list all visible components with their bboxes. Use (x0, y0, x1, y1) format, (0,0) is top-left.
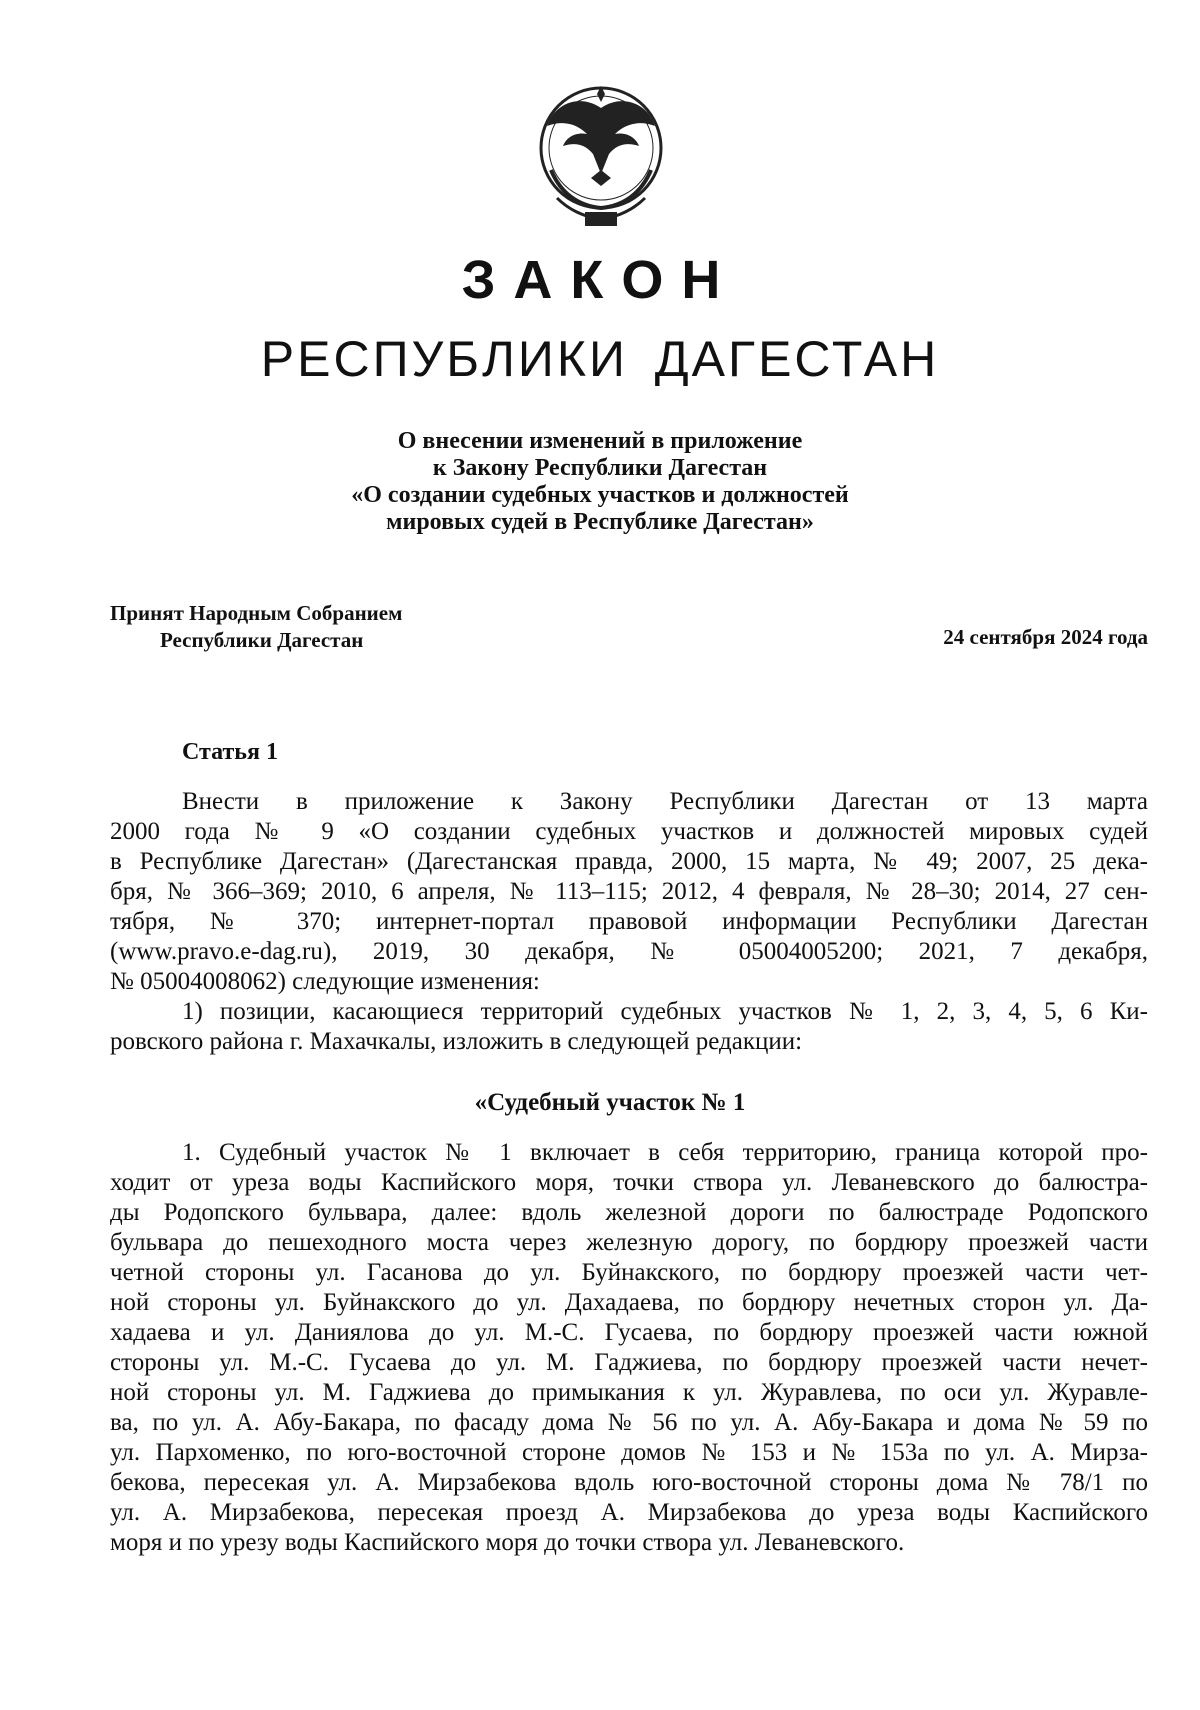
text-line: ной стороны ул. М. Гаджиева до примыкания к ул. Журавлева, по оси ул. Журавле- (110, 1379, 1148, 1406)
text-line: тября, № 370; интернет-портал правовой информации Республики Дагестан (110, 908, 1148, 935)
article-text (110, 787, 1148, 1057)
text-line: бекова, пересекая ул. А. Мирзабекова вдоль юго-восточной стороны дома № 78/1 по (110, 1469, 1148, 1496)
text-line: ной стороны ул. Буйнакского до ул. Дахадаева, по бордюру нечетных сторон ул. Да- (110, 1289, 1148, 1316)
text-line: ва, по ул. А. Абу-Бакара, по фасаду дома № 56 по ул. А. Абу-Бакара и дома № 59 по (110, 1409, 1148, 1436)
law-title: ЗАКОН (461, 250, 739, 310)
coat-of-arms-of-dagestan-icon (521, 74, 681, 234)
text-line: ул. А. Мирзабекова, пересекая проезд А. Мирзабекова до уреза воды Каспийского (110, 1499, 1148, 1526)
heading-line: к Закону Республики Дагестан (432, 455, 768, 481)
text-line: ул. Пархоменко, по юго-восточной стороне домов № 153 и № 153а по ул. А. Мирза- (110, 1439, 1148, 1466)
text-line: № 05004008062) следующие изменения: (110, 968, 540, 995)
text-line: в Республике Дагестан» (Дагестанская правда, 2000, 15 марта, № 49; 2007, 25 дека- (110, 848, 1148, 875)
text-line: бря, № 366–369; 2010, 6 апреля, № 113–115; 2012, 4 февраля, № 28–30; 2014, 27 сен- (110, 878, 1148, 905)
text-line: (www.pravo.e-dag.ru), 2019, 30 декабря, № 05004005200; 2021, 7 декабря, (110, 938, 1148, 965)
section-text (110, 1138, 1148, 1558)
text-line: ды Родопского бульвара, далее: вдоль железной дороги по балюстраде Родопского (110, 1199, 1148, 1226)
adopted-by (110, 600, 402, 654)
text-line: 1) позиции, касающиеся территорий судебных участков № 1, 2, 3, 4, 5, 6 Ки- (182, 998, 1148, 1025)
text-line: хадаева и ул. Даниялова до ул. М.-С. Гусаева, по бордюру проезжей части южной (110, 1319, 1148, 1346)
text-line: моря и по урезу воды Каспийского моря до точки створа ул. Леваневского. (110, 1529, 905, 1556)
heading-line: О внесении изменений в приложение (397, 428, 803, 454)
text-line: четной стороны ул. Гасанова до ул. Буйнакского, по бордюру проезжей части чет- (110, 1259, 1148, 1286)
text-line: 1. Судебный участок № 1 включает в себя территорию, граница которой про- (182, 1139, 1148, 1166)
text-line: ровского района г. Махачкалы, изложить в следующей редакции: (110, 1028, 803, 1055)
adopted-line: Принят Народным Собранием (110, 601, 403, 625)
text-line: Внести в приложение к Закону Республики Дагестан от 13 марта (182, 788, 1148, 815)
article-title: Статья 1 (182, 739, 278, 765)
text-line: ходит от уреза воды Каспийского моря, точки створа ул. Леваневского до балюстра- (110, 1169, 1148, 1196)
law-subtitle: РЕСПУБЛИКИ ДАГЕСТАН (260, 331, 940, 387)
adopted-line: Республики Дагестан (160, 628, 364, 652)
adopted-date: 24 сентября 2024 года (943, 625, 1148, 649)
heading-line: мировых судей в Республике Дагестан» (386, 509, 814, 535)
heading-line: «О создании судебных участков и должностей (351, 482, 849, 508)
text-line: 2000 года № 9 «О создании судебных участков и должностей мировых судей (110, 818, 1148, 845)
section-title: «Судебный участок № 1 (474, 1089, 746, 1116)
text-line: бульвара до пешеходного моста через железную дорогу, по бордюру проезжей части (110, 1229, 1148, 1256)
text-line: стороны ул. М.-С. Гусаева до ул. М. Гаджиева, по бордюру проезжей части нечет- (110, 1349, 1148, 1376)
law-heading (0, 428, 1200, 536)
